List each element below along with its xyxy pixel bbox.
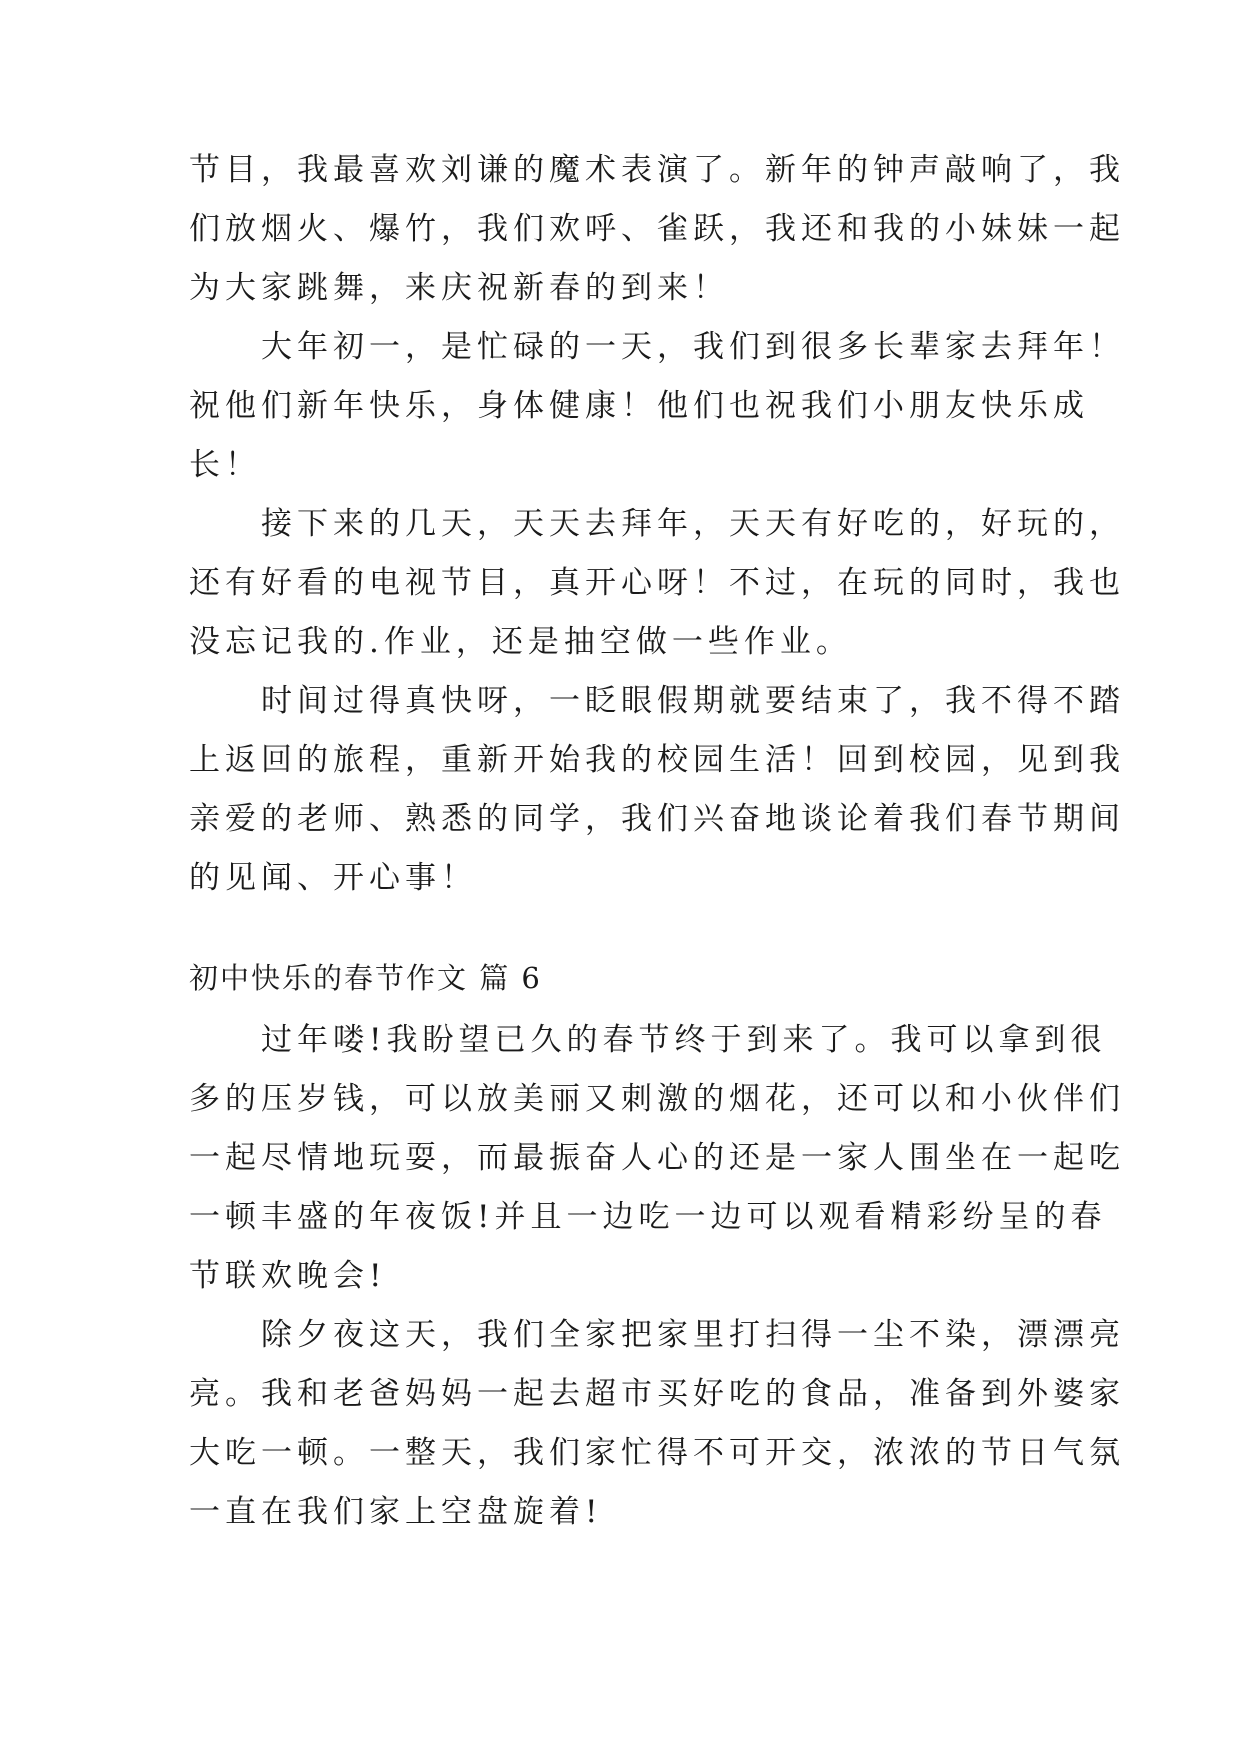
text-line: 大吃一顿。一整天，我们家忙得不可开交，浓浓的节日气氛 [189,1435,1125,1471]
text-line: 的见闻、开心事！ [189,860,477,896]
text-line: 亮。我和老爸妈妈一起去超市买好吃的食品，准备到外婆家 [189,1376,1125,1412]
text-line: 没忘记我的.作业，还是抽空做一些作业。 [189,624,852,660]
text-line: 们放烟火、爆竹，我们欢呼、雀跃，我还和我的小妹妹一起 [189,211,1125,247]
text-line: 多的压岁钱，可以放美丽又刺激的烟花，还可以和小伙伴们 [189,1081,1125,1117]
text-line: 亲爱的老师、熟悉的同学，我们兴奋地谈论着我们春节期间 [189,801,1125,837]
text-line: 过年喽!我盼望已久的春节终于到来了。我可以拿到很 [189,1022,1107,1058]
text-line: 大年初一，是忙碌的一天，我们到很多长辈家去拜年！ [189,329,1125,365]
text-line: 接下来的几天，天天去拜年，天天有好吃的，好玩的， [189,506,1125,542]
text-line: 祝他们新年快乐，身体健康！他们也祝我们小朋友快乐成 [189,388,1089,424]
text-line: 上返回的旅程，重新开始我的校园生活！回到校园，见到我 [189,742,1125,778]
text-line: 节联欢晚会! [189,1258,387,1294]
text-line: 一顿丰盛的年夜饭!并且一边吃一边可以观看精彩纷呈的春 [189,1199,1107,1235]
text-line: 为大家跳舞，来庆祝新春的到来！ [189,270,729,306]
text-line: 节目，我最喜欢刘谦的魔术表演了。新年的钟声敲响了，我 [189,152,1125,188]
text-line: 除夕夜这天，我们全家把家里打扫得一尘不染，漂漂亮 [189,1317,1125,1353]
essay-heading: 初中快乐的春节作文 篇 6 [189,961,542,995]
text-line: 长！ [189,447,261,483]
text-line: 还有好看的电视节目，真开心呀！不过，在玩的同时，我也 [189,565,1125,601]
text-line: 时间过得真快呀，一眨眼假期就要结束了，我不得不踏 [189,683,1125,719]
text-line: 一起尽情地玩耍，而最振奋人心的还是一家人围坐在一起吃 [189,1140,1125,1176]
text-line: 一直在我们家上空盘旋着! [189,1494,603,1530]
